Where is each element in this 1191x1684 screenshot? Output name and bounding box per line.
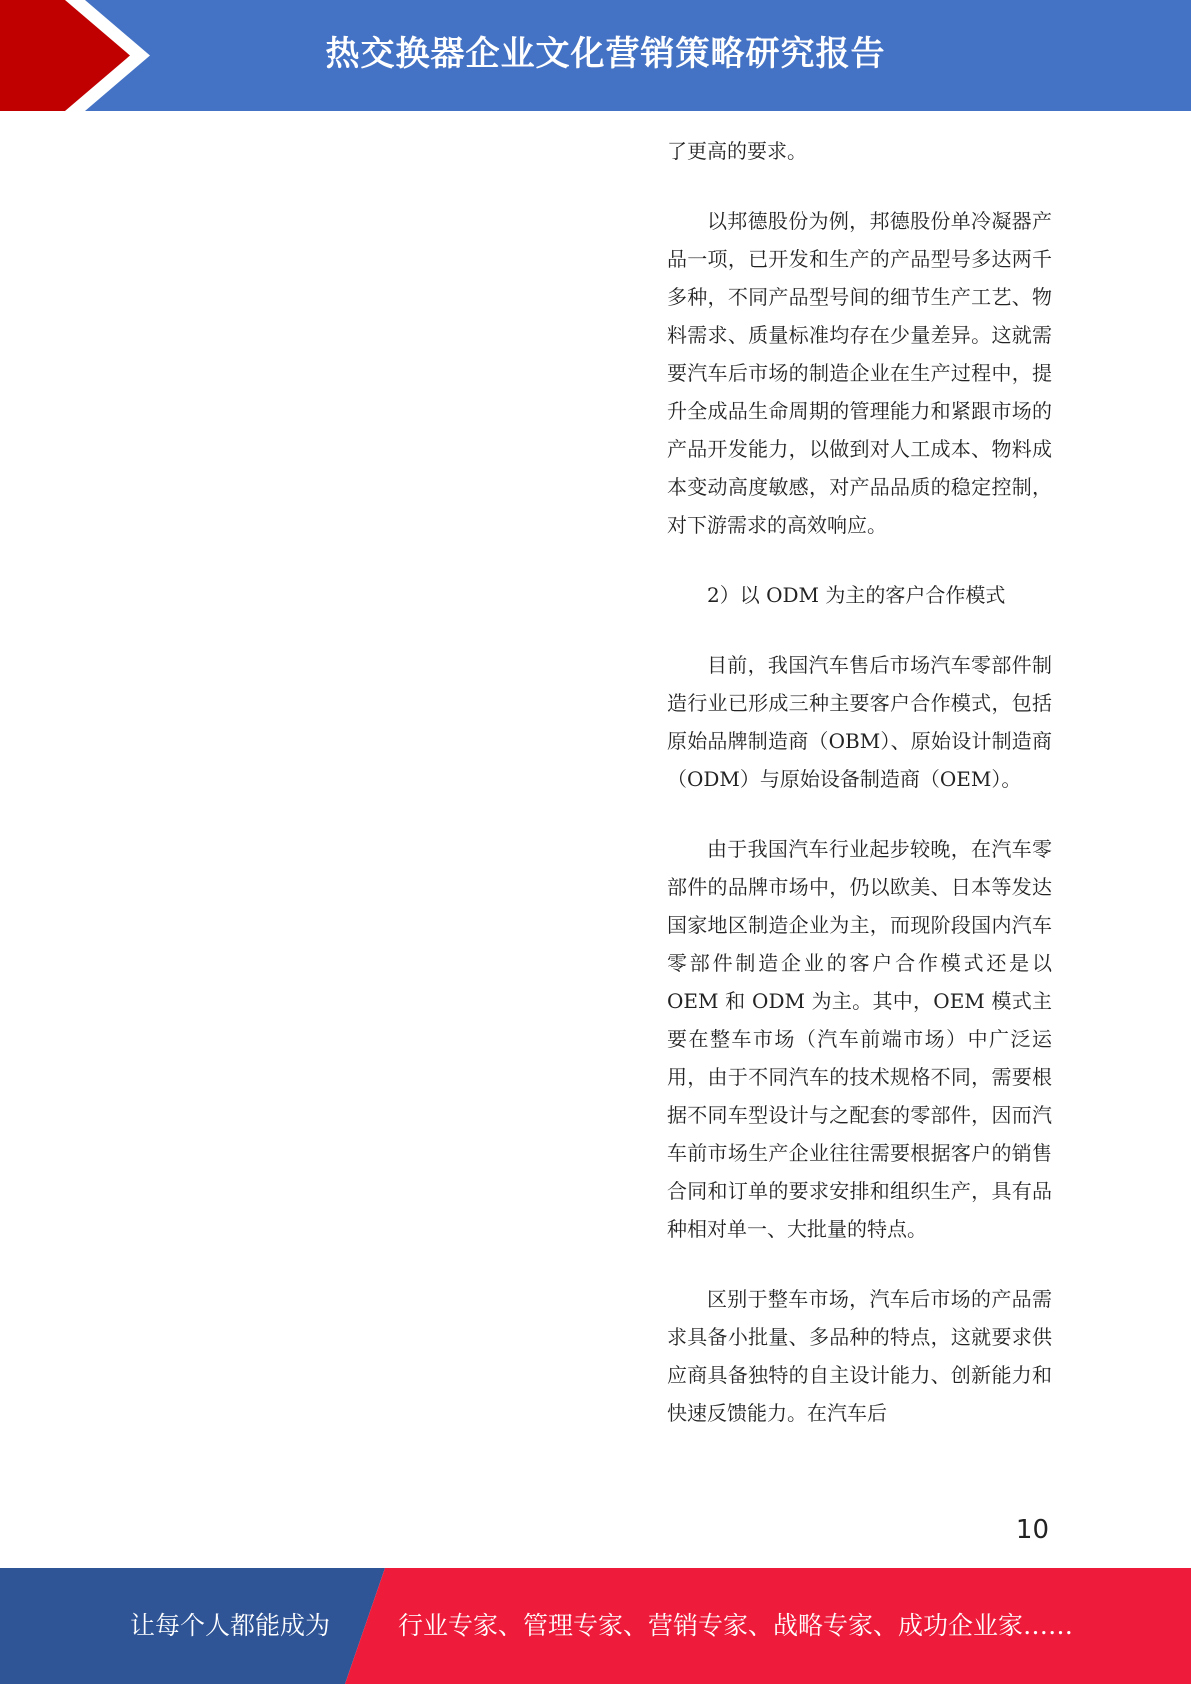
document-title: 热交换器企业文化营销策略研究报告	[325, 34, 886, 74]
section-heading: 2）以 ODM 为主的客户合作模式	[707, 583, 1006, 607]
page-footer	[0, 1568, 1191, 1684]
text-column	[667, 132, 1052, 1464]
paragraph: 了更高的要求。	[667, 139, 807, 163]
header-arrow-icon	[0, 0, 160, 111]
paragraph: 由于我国汽车行业起步较晚，在汽车零部件的品牌市场中，仍以欧美、日本等发达国家地区制造企业为主，而现阶段国内汽车零部件制造企业的客户合作模式还是以 OEM 和 ODM 为主。其中，OEM 模式主要在整车市场（汽车前端市场）中广泛运用，由于不同汽车的技术规格不同，需要根据不同车型设计与之配套的零部件，因而汽车前市场生产企业往往需要根据客户的销售合同和订单的要求安排和组织生产，具有品种相对单一、大批量的特点。	[667, 837, 1052, 1241]
paragraph: 以邦德股份为例，邦德股份单冷凝器产品一项，已开发和生产的产品型号多达两千多种，不同产品型号间的细节生产工艺、物料需求、质量标准均存在少量差异。这就需要汽车后市场的制造企业在生产过程中，提升全成品生命周期的管理能力和紧跟市场的产品开发能力，以做到对人工成本、物料成本变动高度敏感，对产品品质的稳定控制，对下游需求的高效响应。	[667, 209, 1052, 537]
paragraph: 区别于整车市场，汽车后市场的产品需求具备小批量、多品种的特点，这就要求供应商具备独特的自主设计能力、创新能力和快速反馈能力。在汽车后	[667, 1287, 1052, 1425]
page-header	[0, 0, 1191, 111]
footer-slogan-left: 让每个人都能成为	[129, 1611, 330, 1640]
footer-slogan-right: 行业专家、管理专家、营销专家、战略专家、成功企业家……	[398, 1611, 1074, 1640]
paragraph: 目前，我国汽车售后市场汽车零部件制造行业已形成三种主要客户合作模式，包括原始品牌制造商（OBM）、原始设计制造商（ODM）与原始设备制造商（OEM）。	[667, 653, 1052, 791]
page-number: 10	[1015, 1515, 1049, 1545]
